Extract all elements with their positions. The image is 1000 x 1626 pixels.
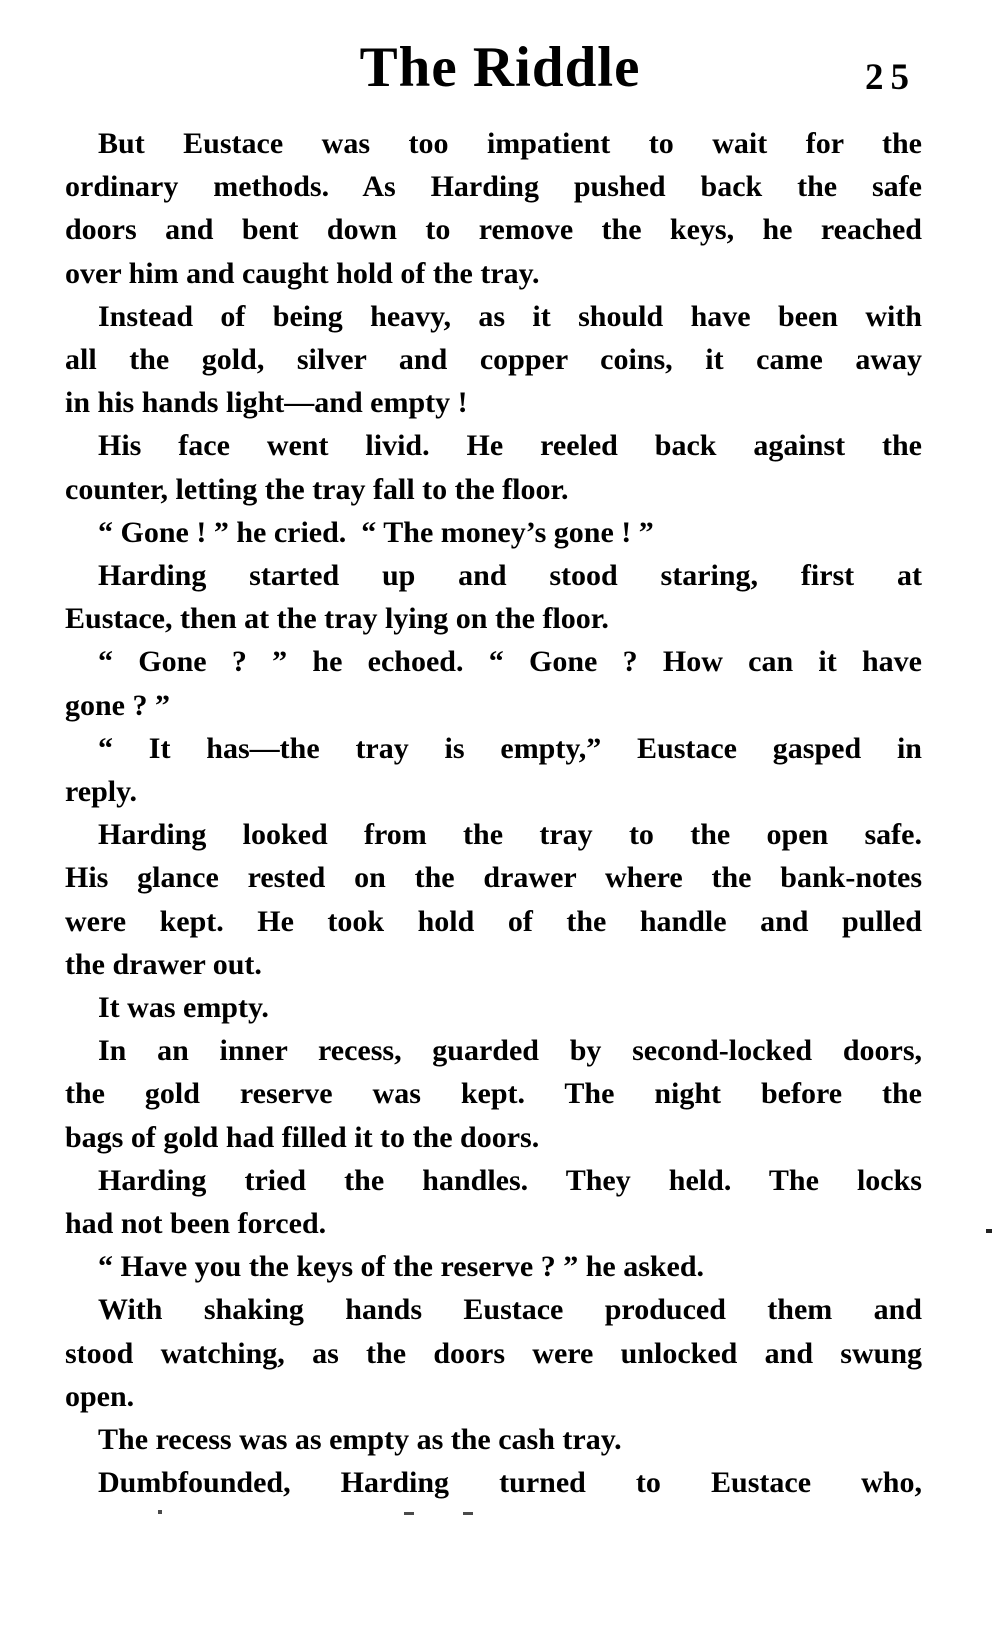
text-line: “ Have you the keys of the reserve ? ” he asked. — [98, 1250, 705, 1284]
text-line: Harding tried the handles. They held. The locks — [98, 1163, 922, 1197]
text-line: doors and bent down to remove the keys, he reached — [65, 213, 922, 247]
page-body — [65, 122, 922, 1505]
text-line: were kept. He took hold of the handle and pulled — [65, 904, 922, 938]
running-header — [0, 36, 1000, 108]
text-line: “ It has—the tray is empty,” Eustace gasped in — [98, 731, 922, 765]
text-line: open. — [65, 1379, 135, 1413]
text-line: stood watching, as the doors were unlocked and swung — [65, 1336, 922, 1370]
scan-artifact — [404, 1512, 414, 1515]
text-line: all the gold, silver and copper coins, it came away — [65, 343, 922, 377]
text-line: had not been forced. — [65, 1207, 327, 1241]
scan-artifact — [463, 1512, 473, 1515]
text-line: Instead of being heavy, as it should have been with — [98, 299, 922, 333]
text-line: the drawer out. — [65, 947, 262, 981]
page-number: 25 — [865, 57, 916, 98]
text-line: bags of gold had filled it to the doors. — [65, 1120, 540, 1154]
text-line: reply. — [65, 775, 137, 809]
page-title: The Riddle — [359, 36, 641, 99]
text-line: His face went livid. He reeled back against the — [98, 429, 922, 463]
text-line: The recess was as empty as the cash tray. — [98, 1423, 622, 1457]
scan-artifact — [158, 1510, 162, 1514]
text-line: It was empty. — [98, 991, 269, 1025]
text-line: But Eustace was too impatient to wait for the — [98, 127, 922, 160]
text-line: With shaking hands Eustace produced them and — [98, 1293, 922, 1327]
text-line: Harding started up and stood staring, first at — [98, 559, 922, 593]
text-line: Dumbfounded, Harding turned to Eustace who, — [98, 1466, 922, 1500]
text-line: in his hands light—and empty ! — [65, 386, 468, 420]
text-line: “ Gone ! ” he cried. “ The money’s gone ! ” — [98, 515, 654, 549]
text-line: gone ? ” — [65, 688, 170, 722]
text-line: “ Gone ? ” he echoed. “ Gone ? How can it have — [98, 645, 922, 679]
text-line: ordinary methods. As Harding pushed back the safe — [65, 170, 922, 204]
text-line: the gold reserve was kept. The night before the — [65, 1077, 922, 1111]
text-line: Eustace, then at the tray lying on the floor. — [65, 602, 609, 636]
text-line: His glance rested on the drawer where the bank-notes — [65, 861, 922, 895]
text-line: counter, letting the tray fall to the floor. — [65, 472, 569, 506]
text-line: In an inner recess, guarded by second-locked doors, — [98, 1034, 922, 1068]
scan-artifact — [986, 1229, 992, 1233]
text-line: Harding looked from the tray to the open safe. — [98, 818, 922, 852]
text-line: over him and caught hold of the tray. — [65, 256, 540, 290]
